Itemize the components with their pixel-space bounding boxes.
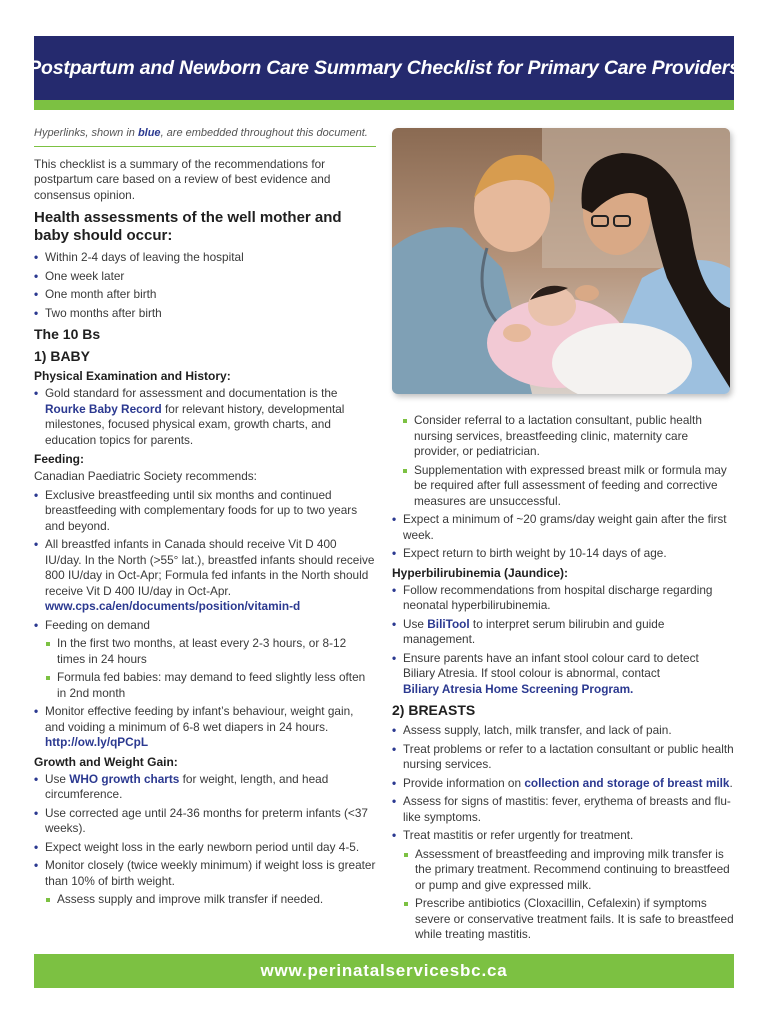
assessments-heading: Health assessments of the well mother and baby should occur: (34, 209, 342, 244)
jaundice-item: • Follow recommendations from hospital discharge regarding neonatal hyperbilirubinemia. (392, 583, 734, 614)
feeding-subitem: Formula fed babies: may demand to feed slightly less often in 2nd month (34, 670, 376, 701)
feeding-subitem: In the first two months, at least every 2-3 hours, or 8-12 times in 24 hours (34, 636, 376, 667)
owly-link[interactable]: http://ow.ly/qPCpL (45, 735, 149, 749)
feeding-intro: Canadian Paediatric Society recommends: (34, 469, 257, 483)
exam-heading: Physical Examination and History: (34, 369, 231, 383)
header-banner (28, 36, 740, 100)
breasts-item: • Treat mastitis or refer urgently for treatment. (392, 828, 734, 844)
list-item: • One week later (34, 269, 376, 285)
growth-text-post: for weight, length, and head circumference. (45, 771, 329, 801)
mother-baby-photo (392, 128, 730, 394)
list-item: • Two months after birth (34, 306, 376, 322)
breasts-subitem: Assessment of breastfeeding and improving milk transfer is the primary treatment. Recommend continuing to breastfeed or pump and give expressed milk. (392, 847, 734, 894)
growth-item: • Expect return to birth weight by 10-14 days of age. (392, 546, 734, 562)
exam-text-pre: Gold standard for assessment and documentation is the (45, 386, 338, 400)
growth-item: • Expect weight loss in the early newborn period until day 4-5. (34, 840, 376, 856)
hyperlink-note (34, 126, 376, 147)
breast-milk-storage-link[interactable]: collection and storage of breast milk (524, 775, 730, 790)
breasts-subitem: Prescribe antibiotics (Cloxacillin, Cefalexin) if symptoms severe or conservative treatment fails. It is safe to breastfeed while treating mastitis. (392, 896, 734, 943)
header-accent-bar (34, 100, 734, 110)
jaundice-item (392, 617, 734, 648)
growth-subitem: Assess supply and improve milk transfer if needed. (34, 892, 376, 908)
stool-card-text: Ensure parents have an infant stool colour card to detect Biliary Atresia. If stool colour is abnormal, contact (403, 650, 699, 680)
note-blue-word: blue (137, 127, 161, 139)
breasts-item (392, 776, 734, 792)
assessments-list (34, 250, 376, 321)
jaundice-heading: Hyperbilirubinemia (Jaundice): (392, 565, 569, 580)
breasts-item: • Treat problems or refer to a lactation consultant or public health nursing services. (392, 742, 734, 773)
jaundice-text-post: to interpret serum bilirubin and guide management. (403, 616, 665, 646)
note-suffix: , are embedded throughout this document. (160, 127, 368, 139)
jaundice-item (392, 651, 734, 698)
growth-subitem: Supplementation with expressed breast milk or formula may be required after full assessment of feeding and corrective measures are unsuccessful. (392, 463, 734, 510)
feeding-item (34, 704, 376, 751)
growth-text-pre: Use (45, 771, 70, 786)
baby-heading: 1) BABY (34, 348, 91, 364)
rourke-baby-record-link[interactable]: Rourke Baby Record (45, 401, 162, 416)
website-link[interactable]: www.perinatalservicesbc.ca (260, 961, 508, 980)
breasts-text-pre: Provide information on (403, 775, 525, 790)
breasts-heading: 2) BREASTS (392, 702, 476, 718)
bilitool-link[interactable]: BiliTool (427, 616, 470, 631)
who-growth-charts-link[interactable]: WHO growth charts (69, 771, 180, 786)
feeding-item (34, 537, 376, 615)
note-prefix: Hyperlinks, shown in (34, 127, 138, 139)
left-column (34, 126, 376, 911)
photo-illustration (392, 128, 730, 394)
biliary-atresia-link[interactable]: Biliary Atresia Home Screening Program. (403, 681, 634, 696)
page-title: Postpartum and Newborn Care Summary Checklist for Primary Care Providers (28, 56, 740, 79)
growth-item: • Use corrected age until 24-36 months for preterm infants (<37 weeks). (34, 806, 376, 837)
intro-summary: This checklist is a summary of the recommendations for postpartum care based on a review of best evidence and consensus opinion. (34, 156, 331, 202)
growth-item: • Expect a minimum of ~20 grams/day weight gain after the first week. (392, 512, 734, 543)
growth-subitem: Consider referral to a lactation consultant, public health nursing services, breastfeeding clinic, maternity care provider, or pediatrician. (392, 413, 734, 460)
list-item: • Within 2-4 days of leaving the hospital (34, 250, 376, 266)
feeding-heading: Feeding: (34, 452, 84, 466)
breasts-text-post: . (729, 775, 733, 790)
right-column (392, 413, 734, 946)
breasts-item: • Assess for signs of mastitis: fever, erythema of breasts and flu-like symptoms. (392, 794, 734, 825)
exam-text-post: for relevant history, developmental milestones, focused physical exam, growth charts, and education topics for parents. (45, 401, 345, 447)
monitor-feeding-text: Monitor effective feeding by infant’s behaviour, weight gain, and voiding a minimum of 6-8 wet diapers in 24 hours. (45, 704, 354, 734)
jaundice-text-pre: Use (403, 616, 428, 631)
ten-bs-heading: The 10 Bs (34, 326, 101, 342)
feeding-item: • Exclusive breastfeeding until six months and continued breastfeeding with complementary foods for up to two years and beyond. (34, 488, 376, 535)
breasts-item: • Assess supply, latch, milk transfer, and lack of pain. (392, 723, 734, 739)
exam-item (34, 386, 376, 448)
feeding-item: • Feeding on demand (34, 618, 376, 634)
vitamin-d-text: All breastfed infants in Canada should receive Vit D 400 IU/day. In the North (>55° lat.), breastfed infants should receive 800 IU/day in Oct-Apr; Formula fed infants in the North should receive Vit D 400 IU/day in Oct-Apr. (45, 537, 375, 598)
growth-item: • Monitor closely (twice weekly minimum) if weight loss is greater than 10% of birth weight. (34, 858, 376, 889)
list-item: • One month after birth (34, 287, 376, 303)
vitamin-d-link[interactable]: www.cps.ca/en/documents/position/vitamin-d (45, 599, 301, 613)
footer-bar (34, 954, 734, 988)
growth-heading: Growth and Weight Gain: (34, 754, 178, 769)
growth-item (34, 772, 376, 803)
